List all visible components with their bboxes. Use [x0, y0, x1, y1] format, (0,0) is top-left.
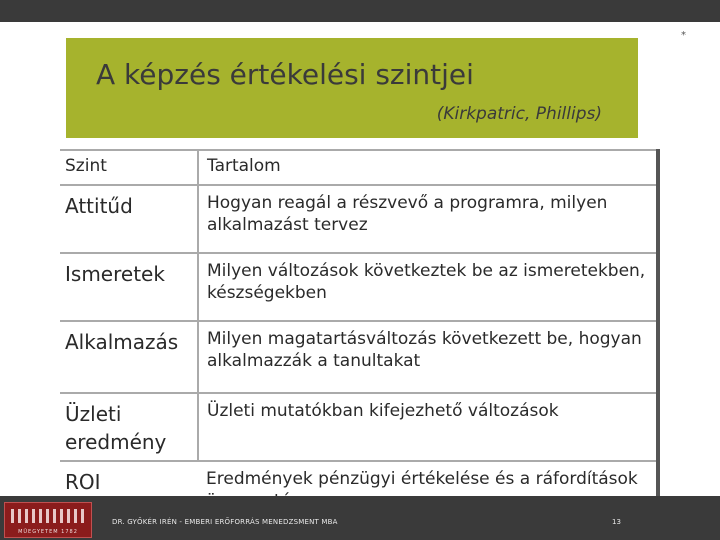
- table-row: [60, 185, 658, 253]
- table-row: [60, 393, 658, 461]
- table-row: [60, 321, 658, 393]
- slide-title: A képzés értékelési szintjei: [96, 58, 474, 91]
- header-level: Szint: [60, 150, 198, 185]
- level-cell: Ismeretek: [60, 253, 198, 321]
- building-icon: [11, 509, 85, 523]
- page-number: 13: [612, 518, 621, 526]
- content-cell: Eredmények pénzügyi értékelése és a ráfordítások: [198, 461, 658, 531]
- university-logo: [4, 502, 92, 538]
- logo-text: MŰEGYETEM 1782: [18, 529, 78, 535]
- top-bar: [0, 0, 720, 22]
- table-row: [60, 253, 658, 321]
- level-cell: Alkalmazás: [60, 321, 198, 393]
- level-cell: Üzleti eredmény: [60, 393, 198, 461]
- content-cell: Üzleti mutatókban kifejezhető változások: [198, 393, 658, 461]
- table-header-row: [60, 150, 658, 185]
- content-cell: Milyen magatartásváltozás következett be, hogyan alkalmazzák a tanultakat: [198, 321, 658, 393]
- slide-subtitle: (Kirkpatric, Phillips): [436, 104, 602, 124]
- content-cell: Hogyan reagál a részvevő a programra, milyen alkalmazást tervez: [198, 185, 658, 253]
- title-box: [66, 38, 638, 138]
- levels-table: [60, 149, 660, 532]
- footer-text: DR. GYŐKÉR IRÉN - EMBERI ERŐFORRÁS MENEDZSMENT MBA: [112, 518, 338, 526]
- level-cell: ROI: [60, 461, 198, 531]
- level-cell: Attitűd: [60, 185, 198, 253]
- header-content: Tartalom: [198, 150, 658, 185]
- slide-marker: *: [681, 30, 686, 41]
- content-cell: Milyen változások következtek be az ismeretekben, készségekben: [198, 253, 658, 321]
